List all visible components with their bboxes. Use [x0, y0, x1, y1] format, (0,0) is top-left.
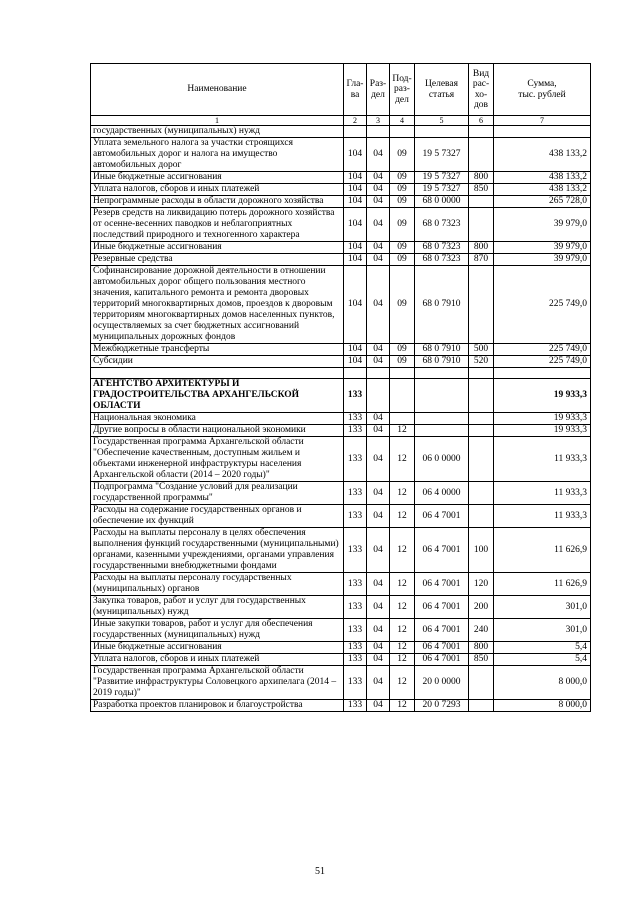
- row-name: Иные закупки товаров, работ и услуг для обеспечения государственных (муниципальных) нужд: [91, 619, 344, 642]
- row-podrazdel: 12: [390, 654, 415, 666]
- row-razdel: 04: [367, 505, 390, 528]
- row-target: 68 0 7910: [415, 266, 469, 344]
- row-sum: 11 626,9: [494, 573, 591, 596]
- row-sum: 5,4: [494, 654, 591, 666]
- row-sum: 11 933,3: [494, 437, 591, 482]
- column-number: 1: [91, 116, 344, 126]
- row-target: 68 0 7323: [415, 208, 469, 242]
- table-row: [91, 379, 591, 413]
- row-podrazdel: 09: [390, 242, 415, 254]
- table-header-row: [91, 64, 591, 116]
- row-razdel: 04: [367, 254, 390, 266]
- row-razdel: 04: [367, 184, 390, 196]
- row-podrazdel: 09: [390, 172, 415, 184]
- row-glava: 133: [344, 505, 367, 528]
- row-target: 20 0 0000: [415, 666, 469, 700]
- row-sum: 19 933,3: [494, 413, 591, 425]
- row-podrazdel: 09: [390, 356, 415, 368]
- row-glava: 104: [344, 196, 367, 208]
- row-podrazdel: [390, 379, 415, 413]
- row-name: Резервные средства: [91, 254, 344, 266]
- row-sum: 438 133,2: [494, 138, 591, 172]
- row-sum: 39 979,0: [494, 254, 591, 266]
- table-row: [91, 505, 591, 528]
- row-glava: 133: [344, 700, 367, 712]
- row-target: 19 5 7327: [415, 184, 469, 196]
- row-sum: 225 749,0: [494, 266, 591, 344]
- row-sum: 19 933,3: [494, 379, 591, 413]
- row-name: [91, 368, 344, 379]
- row-name: Уплата земельного налога за участки строящихся автомобильных дорог и налога на имущество автомобильных дорог: [91, 138, 344, 172]
- row-sum: [494, 368, 591, 379]
- row-vid: [469, 425, 494, 437]
- row-sum: 301,0: [494, 596, 591, 619]
- row-name: Межбюджетные трансферты: [91, 344, 344, 356]
- row-podrazdel: 12: [390, 505, 415, 528]
- row-podrazdel: 09: [390, 184, 415, 196]
- row-podrazdel: [390, 126, 415, 138]
- row-vid: [469, 138, 494, 172]
- row-glava: [344, 126, 367, 138]
- row-glava: 104: [344, 208, 367, 242]
- row-podrazdel: 12: [390, 642, 415, 654]
- row-vid: 800: [469, 642, 494, 654]
- row-glava: 104: [344, 172, 367, 184]
- table-row: [91, 344, 591, 356]
- row-razdel: 04: [367, 528, 390, 573]
- row-glava: 104: [344, 242, 367, 254]
- row-glava: 104: [344, 356, 367, 368]
- row-name: Софинансирование дорожной деятельности в отношении автомобильных дорог общего пользования местного значения, капитального ремонта и ремонта дворовых территорий многоквартирных домов, проездов к дворовым территориям многоквартирных домов населенных пунктов, осуществляемых за счет бюджетных ассигнований муниципальных дорожных фондов: [91, 266, 344, 344]
- header-target: Целевая статья: [415, 64, 469, 116]
- column-number: 7: [494, 116, 591, 126]
- table-row: [91, 573, 591, 596]
- row-glava: 104: [344, 184, 367, 196]
- row-podrazdel: 09: [390, 266, 415, 344]
- row-name: Иные бюджетные ассигнования: [91, 242, 344, 254]
- row-glava: 133: [344, 425, 367, 437]
- row-name: Разработка проектов планировок и благоустройства: [91, 700, 344, 712]
- row-name: АГЕНТСТВО АРХИТЕКТУРЫ И ГРАДОСТРОИТЕЛЬСТВА АРХАНГЕЛЬСКОЙ ОБЛАСТИ: [91, 379, 344, 413]
- column-number: 2: [344, 116, 367, 126]
- row-vid: [469, 208, 494, 242]
- row-podrazdel: 12: [390, 666, 415, 700]
- row-glava: 133: [344, 642, 367, 654]
- row-glava: 133: [344, 379, 367, 413]
- row-vid: 800: [469, 172, 494, 184]
- table-row: [91, 138, 591, 172]
- row-vid: [469, 126, 494, 138]
- row-vid: 870: [469, 254, 494, 266]
- row-name: Расходы на выплаты персоналу в целях обеспечения выполнения функций государственными (муниципальными) органами, казенными учреждениями, органами управления государственными внебюджетными фондами: [91, 528, 344, 573]
- row-razdel: 04: [367, 654, 390, 666]
- table-row: [91, 619, 591, 642]
- row-podrazdel: [390, 368, 415, 379]
- header-razdel: Раз- дел: [367, 64, 390, 116]
- budget-table: [90, 63, 591, 712]
- row-razdel: 04: [367, 700, 390, 712]
- row-razdel: 04: [367, 482, 390, 505]
- row-razdel: 04: [367, 642, 390, 654]
- row-sum: 225 749,0: [494, 356, 591, 368]
- row-razdel: 04: [367, 666, 390, 700]
- row-vid: [469, 505, 494, 528]
- row-razdel: [367, 379, 390, 413]
- row-vid: 100: [469, 528, 494, 573]
- row-podrazdel: 09: [390, 254, 415, 266]
- row-vid: 520: [469, 356, 494, 368]
- row-name: Иные бюджетные ассигнования: [91, 642, 344, 654]
- column-numbers-row: [91, 116, 591, 126]
- table-row: [91, 666, 591, 700]
- header-sum: Сумма, тыс. рублей: [494, 64, 591, 116]
- row-name: Непрограммные расходы в области дорожного хозяйства: [91, 196, 344, 208]
- row-target: [415, 379, 469, 413]
- row-glava: 133: [344, 666, 367, 700]
- row-razdel: 04: [367, 242, 390, 254]
- row-target: 68 0 7323: [415, 242, 469, 254]
- row-target: 06 4 7001: [415, 528, 469, 573]
- row-target: 06 4 7001: [415, 642, 469, 654]
- table-row: [91, 425, 591, 437]
- row-target: 19 5 7327: [415, 138, 469, 172]
- row-vid: [469, 196, 494, 208]
- table-row: [91, 208, 591, 242]
- row-glava: 133: [344, 654, 367, 666]
- row-sum: 39 979,0: [494, 208, 591, 242]
- row-target: [415, 126, 469, 138]
- row-target: 68 0 7910: [415, 356, 469, 368]
- row-name: Иные бюджетные ассигнования: [91, 172, 344, 184]
- table-row: [91, 368, 591, 379]
- row-podrazdel: 12: [390, 700, 415, 712]
- row-sum: 265 728,0: [494, 196, 591, 208]
- table-row: [91, 254, 591, 266]
- row-podrazdel: [390, 413, 415, 425]
- row-podrazdel: 12: [390, 573, 415, 596]
- row-podrazdel: 09: [390, 344, 415, 356]
- table-row: [91, 196, 591, 208]
- row-podrazdel: 12: [390, 437, 415, 482]
- row-vid: [469, 413, 494, 425]
- row-razdel: 04: [367, 573, 390, 596]
- row-razdel: 04: [367, 196, 390, 208]
- row-sum: [494, 126, 591, 138]
- header-podrazdel: Под- раз- дел: [390, 64, 415, 116]
- table-row: [91, 172, 591, 184]
- row-sum: 11 933,3: [494, 482, 591, 505]
- row-name: Государственная программа Архангельской области "Обеспечение качественным, доступным жильем и объектами инженерной инфраструктуры населения Архангельской области (2014 – 2020 годы)": [91, 437, 344, 482]
- row-glava: 104: [344, 138, 367, 172]
- row-target: 06 0 0000: [415, 437, 469, 482]
- row-vid: 850: [469, 184, 494, 196]
- table-row: [91, 266, 591, 344]
- row-name: государственных (муниципальных) нужд: [91, 126, 344, 138]
- row-podrazdel: 09: [390, 196, 415, 208]
- row-podrazdel: 12: [390, 596, 415, 619]
- row-podrazdel: 09: [390, 138, 415, 172]
- row-target: 68 0 0000: [415, 196, 469, 208]
- column-number: 4: [390, 116, 415, 126]
- row-sum: 438 133,2: [494, 172, 591, 184]
- header-glava: Гла- ва: [344, 64, 367, 116]
- row-target: [415, 425, 469, 437]
- row-sum: 5,4: [494, 642, 591, 654]
- row-target: 06 4 7001: [415, 619, 469, 642]
- row-razdel: 04: [367, 138, 390, 172]
- row-name: Национальная экономика: [91, 413, 344, 425]
- row-vid: [469, 266, 494, 344]
- row-glava: 133: [344, 596, 367, 619]
- row-sum: 438 133,2: [494, 184, 591, 196]
- row-glava: [344, 368, 367, 379]
- row-glava: 133: [344, 437, 367, 482]
- row-razdel: 04: [367, 208, 390, 242]
- table-row: [91, 242, 591, 254]
- row-name: Резерв средств на ликвидацию потерь дорожного хозяйства от осенне-весенних паводков и неблагоприятных последствий природного и техногенного характера: [91, 208, 344, 242]
- table-row: [91, 528, 591, 573]
- row-sum: 301,0: [494, 619, 591, 642]
- row-vid: [469, 379, 494, 413]
- row-glava: 133: [344, 482, 367, 505]
- header-name: Наименование: [91, 64, 344, 116]
- row-glava: 133: [344, 413, 367, 425]
- row-name: Уплата налогов, сборов и иных платежей: [91, 654, 344, 666]
- row-sum: 8 000,0: [494, 700, 591, 712]
- row-vid: 200: [469, 596, 494, 619]
- row-razdel: 04: [367, 266, 390, 344]
- row-sum: 11 626,9: [494, 528, 591, 573]
- row-razdel: 04: [367, 425, 390, 437]
- row-glava: 133: [344, 573, 367, 596]
- row-name: Уплата налогов, сборов и иных платежей: [91, 184, 344, 196]
- row-razdel: 04: [367, 413, 390, 425]
- row-podrazdel: 12: [390, 528, 415, 573]
- row-target: 20 0 7293: [415, 700, 469, 712]
- table-row: [91, 482, 591, 505]
- row-vid: 240: [469, 619, 494, 642]
- row-glava: 133: [344, 619, 367, 642]
- row-target: 68 0 7910: [415, 344, 469, 356]
- table-row: [91, 126, 591, 138]
- row-glava: 104: [344, 344, 367, 356]
- row-target: [415, 413, 469, 425]
- row-vid: 850: [469, 654, 494, 666]
- row-target: 06 4 7001: [415, 573, 469, 596]
- row-podrazdel: 12: [390, 425, 415, 437]
- row-vid: [469, 666, 494, 700]
- row-glava: 104: [344, 254, 367, 266]
- row-vid: [469, 437, 494, 482]
- row-name: Расходы на выплаты персоналу государственных (муниципальных) органов: [91, 573, 344, 596]
- row-vid: [469, 368, 494, 379]
- row-vid: 500: [469, 344, 494, 356]
- row-target: 06 4 7001: [415, 596, 469, 619]
- row-name: Подпрограмма "Создание условий для реализации государственной программы": [91, 482, 344, 505]
- row-sum: 8 000,0: [494, 666, 591, 700]
- row-razdel: 04: [367, 344, 390, 356]
- row-target: [415, 368, 469, 379]
- header-vid: Вид рас- хо- дов: [469, 64, 494, 116]
- column-number: 3: [367, 116, 390, 126]
- row-name: Другие вопросы в области национальной экономики: [91, 425, 344, 437]
- row-sum: 39 979,0: [494, 242, 591, 254]
- table-row: [91, 654, 591, 666]
- row-target: 06 4 7001: [415, 505, 469, 528]
- page-number: 51: [315, 866, 325, 877]
- row-name: Расходы на содержание государственных органов и обеспечение их функций: [91, 505, 344, 528]
- row-glava: 133: [344, 528, 367, 573]
- row-sum: 19 933,3: [494, 425, 591, 437]
- table-row: [91, 437, 591, 482]
- row-sum: 225 749,0: [494, 344, 591, 356]
- row-target: 06 4 7001: [415, 654, 469, 666]
- row-vid: 120: [469, 573, 494, 596]
- row-razdel: [367, 368, 390, 379]
- table-row: [91, 596, 591, 619]
- row-razdel: 04: [367, 596, 390, 619]
- row-razdel: [367, 126, 390, 138]
- row-sum: 11 933,3: [494, 505, 591, 528]
- row-target: 06 4 0000: [415, 482, 469, 505]
- row-vid: [469, 482, 494, 505]
- row-vid: 800: [469, 242, 494, 254]
- table-row: [91, 700, 591, 712]
- row-name: Государственная программа Архангельской области "Развитие инфраструктуры Соловецкого архипелага (2014 – 2019 годы)": [91, 666, 344, 700]
- table-row: [91, 413, 591, 425]
- table-row: [91, 356, 591, 368]
- row-podrazdel: 12: [390, 619, 415, 642]
- row-glava: 104: [344, 266, 367, 344]
- row-podrazdel: 12: [390, 482, 415, 505]
- row-name: Субсидии: [91, 356, 344, 368]
- row-razdel: 04: [367, 619, 390, 642]
- row-vid: [469, 700, 494, 712]
- row-name: Закупка товаров, работ и услуг для государственных (муниципальных) нужд: [91, 596, 344, 619]
- column-number: 6: [469, 116, 494, 126]
- column-number: 5: [415, 116, 469, 126]
- row-razdel: 04: [367, 172, 390, 184]
- table-row: [91, 184, 591, 196]
- row-razdel: 04: [367, 437, 390, 482]
- table-row: [91, 642, 591, 654]
- row-razdel: 04: [367, 356, 390, 368]
- row-podrazdel: 09: [390, 208, 415, 242]
- row-target: 19 5 7327: [415, 172, 469, 184]
- row-target: 68 0 7323: [415, 254, 469, 266]
